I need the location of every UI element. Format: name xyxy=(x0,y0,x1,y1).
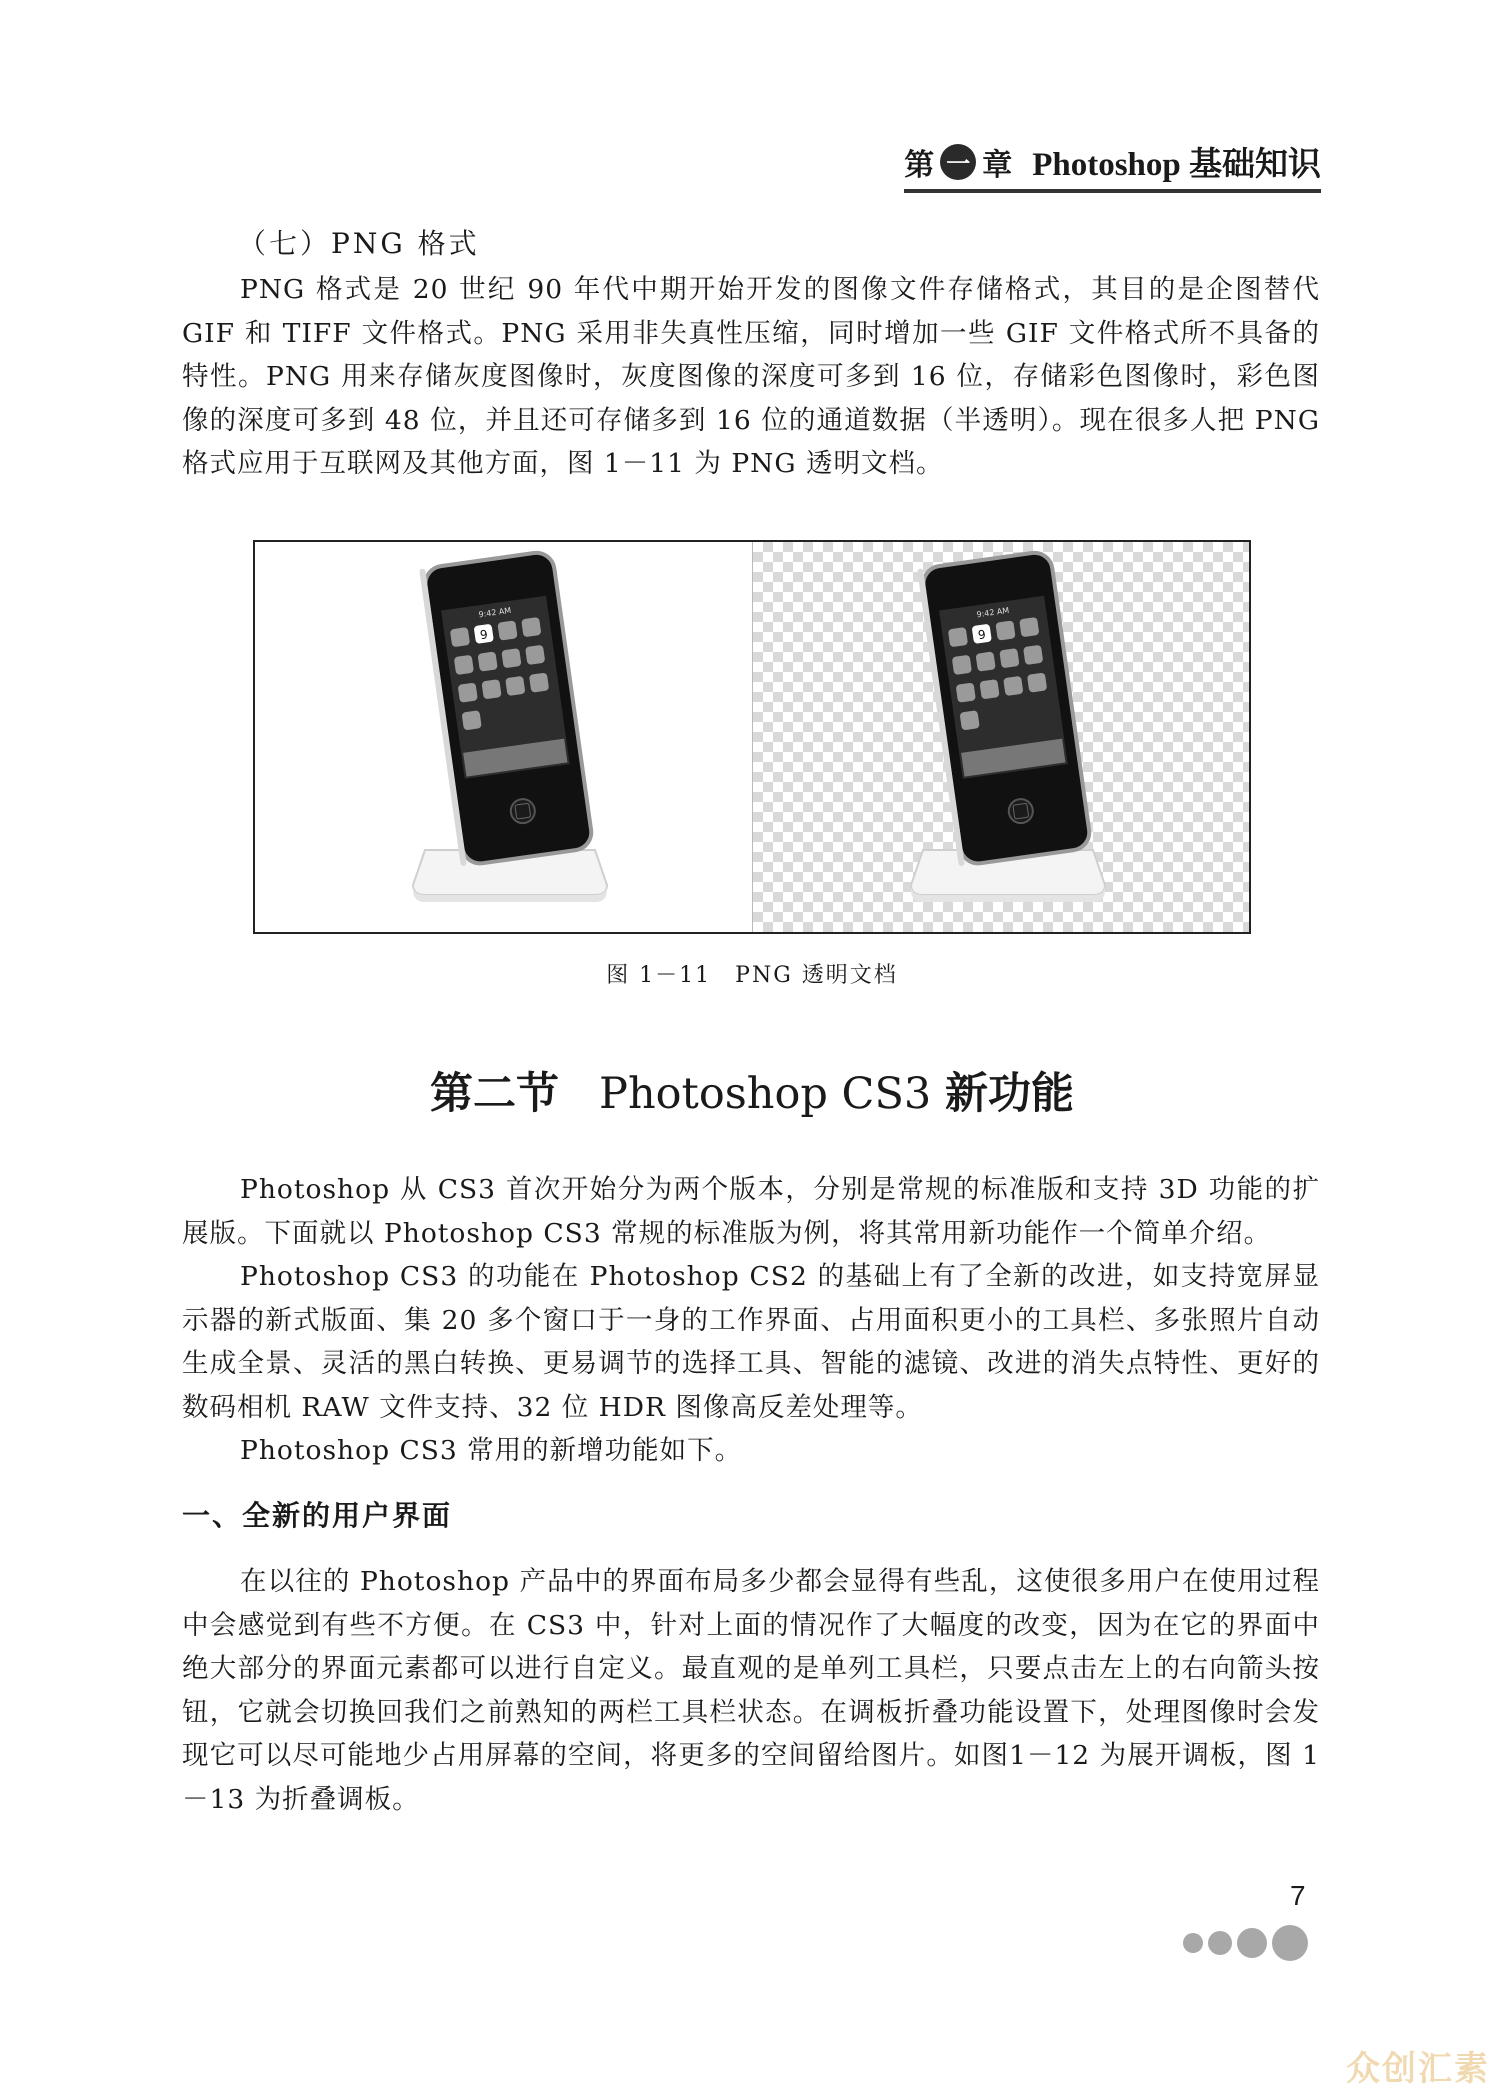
figure-caption: 图 1－11 PNG 透明文档 xyxy=(606,963,898,988)
chapter-title-cn: 基础知识 xyxy=(1189,144,1321,183)
decoration-dot xyxy=(1272,1925,1308,1961)
decoration-dot xyxy=(1208,1931,1232,1955)
section-title-cn: 新功能 xyxy=(944,1069,1074,1119)
section-two-paragraph-3: Photoshop CS3 常用的新增功能如下。 xyxy=(240,1435,743,1466)
figure-panel-white-background xyxy=(255,542,753,932)
iphone-dock-image xyxy=(395,550,625,920)
chapter-title xyxy=(1032,138,1321,185)
running-header xyxy=(904,138,1321,193)
section-title-number: 第二节 xyxy=(430,1069,560,1119)
iphone-dock-image-transparent xyxy=(893,550,1123,920)
chapter-prefix: 第 xyxy=(904,147,935,183)
page-number: 7 xyxy=(1290,1880,1306,1911)
phone-status-time-2: 9:42 AM xyxy=(975,605,1010,620)
png-heading: （七）PNG 格式 xyxy=(238,227,480,260)
chapter-suffix: 章 xyxy=(982,147,1013,183)
phone-calendar-day-2: 9 xyxy=(976,627,987,643)
decoration-dot xyxy=(1183,1933,1203,1953)
section-two-body xyxy=(182,1168,1320,1473)
chapter-title-latin: Photoshop xyxy=(1032,147,1181,183)
png-paragraph-block xyxy=(182,268,1320,486)
figure-panel-transparent-background xyxy=(753,542,1250,932)
subsection-heading: 一、全新的用户界面 xyxy=(182,1499,453,1532)
phone-status-time: 9:42 AM xyxy=(477,605,512,620)
section-title-latin: Photoshop CS3 xyxy=(599,1069,932,1119)
subsection-body xyxy=(182,1560,1320,1821)
png-figure xyxy=(253,540,1251,934)
watermark: 众创汇素 xyxy=(1346,2049,1490,2089)
chapter-number-badge: 一 xyxy=(940,144,976,180)
subsection-paragraph: 在以往的 Photoshop 产品中的界面布局多少都会显得有些乱，这使很多用户在使用过程中会感觉到有些不方便。在 CS3 中，针对上面的情况作了大幅度的改变，因为在它的界面中绝大部分的界面元素都可以进行自定义。最直观的是单列工具栏，只要点击左上的右向箭头按钮，它就会切换回我们之前熟知的两栏工具栏状态。在调板折叠功能设置下，处理图像时会发现它可以尽可能地少占用屏幕的空间，将更多的空间留给图片。如图1－12 为展开调板，图 1－13 为折叠调板。 xyxy=(182,1566,1320,1815)
section-title xyxy=(0,1060,1504,1121)
section-two-paragraph-2: Photoshop CS3 的功能在 Photoshop CS2 的基础上有了全新的改进，如支持宽屏显示器的新式版面、集 20 多个窗口于一身的工作界面、占用面积更小的工具栏、多张照片自动生成全景、灵活的黑白转换、更易调节的选择工具、智能的滤镜、改进的消失点特性、更好的数码相机 RAW 文件支持、32 位 HDR 图像高反差处理等。 xyxy=(182,1261,1320,1423)
section-two-paragraph-1: Photoshop 从 CS3 首次开始分为两个版本，分别是常规的标准版和支持 3D 功能的扩展版。下面就以 Photoshop CS3 常规的标准版为例，将其常用新功能作一个简单介绍。 xyxy=(182,1174,1320,1249)
decoration-dot xyxy=(1237,1928,1267,1958)
phone-calendar-day: 9 xyxy=(479,627,489,643)
png-paragraph: PNG 格式是 20 世纪 90 年代中期开始开发的图像文件存储格式，其目的是企图替代 GIF 和 TIFF 文件格式。PNG 采用非失真性压缩，同时增加一些 GIF 文件格式所不具备的特性。PNG 用来存储灰度图像时，灰度图像的深度可多到 16 位，存储彩色图像时，彩色图像的深度可多到 48 位，并且还可存储多到 16 位的通道数据（半透明）。现在很多人把 PNG 格式应用于互联网及其他方面，图 1－11 为 PNG 透明文档。 xyxy=(182,274,1320,479)
page-decoration-dots xyxy=(1183,1925,1308,1961)
